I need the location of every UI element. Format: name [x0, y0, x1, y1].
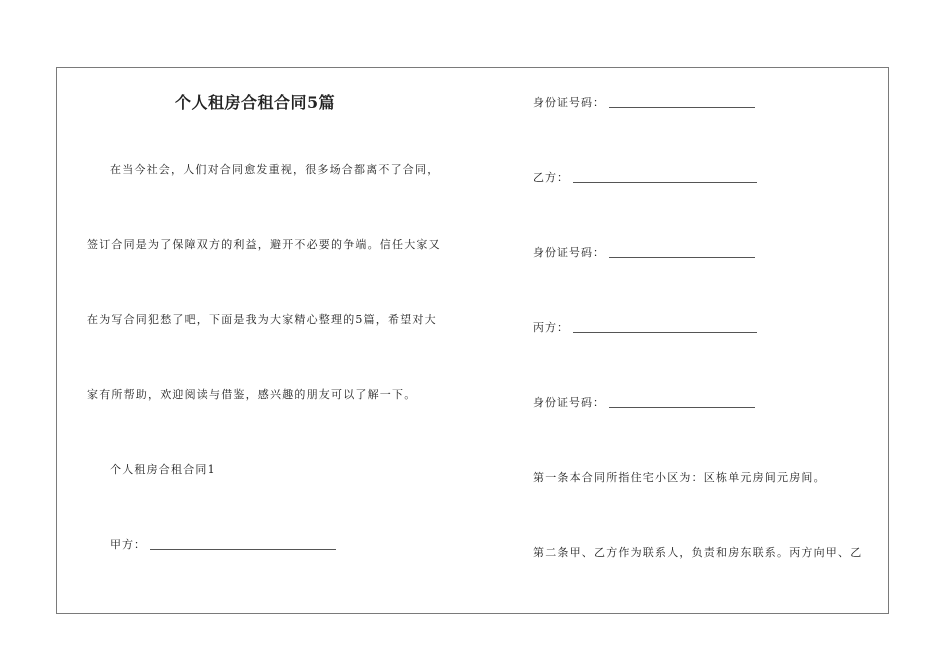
intro-line-2: 签订合同是为了保障双方的利益，避开不必要的争端。信任大家又 [87, 238, 441, 251]
document-title: 个人租房合租合同5篇 [175, 93, 336, 112]
id-number-blank-line-3 [609, 406, 755, 408]
section-heading: 个人租房合租合同1 [110, 463, 216, 476]
party-b-field [533, 169, 757, 185]
id-number-field-3 [533, 394, 755, 410]
party-c-blank-line [573, 331, 757, 333]
id-number-field-2 [533, 244, 755, 260]
left-column [57, 68, 477, 613]
intro-line-4: 家有所帮助，欢迎阅读与借鉴，感兴趣的朋友可以了解一下。 [87, 388, 417, 401]
party-a-label: 甲方： [110, 538, 146, 551]
clause-2: 第二条甲、乙方作为联系人，负责和房东联系。丙方向甲、乙 [533, 546, 863, 559]
party-a-blank-line [150, 548, 336, 550]
intro-line-1: 在当今社会，人们对合同愈发重视，很多场合都离不了合同， [110, 163, 440, 176]
party-c-label: 丙方： [533, 321, 569, 334]
id-number-blank-line-2 [609, 256, 755, 258]
party-a-field [110, 536, 336, 552]
id-number-label-3: 身份证号码： [533, 396, 605, 409]
id-number-field-1 [533, 94, 755, 110]
intro-line-3: 在为写合同犯愁了吧，下面是我为大家精心整理的5篇，希望对大 [87, 313, 437, 326]
party-b-blank-line [573, 181, 757, 183]
right-column [533, 68, 890, 613]
document-page [56, 67, 889, 614]
id-number-label-2: 身份证号码： [533, 246, 605, 259]
party-b-label: 乙方： [533, 171, 569, 184]
party-c-field [533, 319, 757, 335]
id-number-label-1: 身份证号码： [533, 96, 605, 109]
clause-1: 第一条本合同所指住宅小区为：区栋单元房间元房间。 [533, 471, 826, 484]
id-number-blank-line-1 [609, 106, 755, 108]
